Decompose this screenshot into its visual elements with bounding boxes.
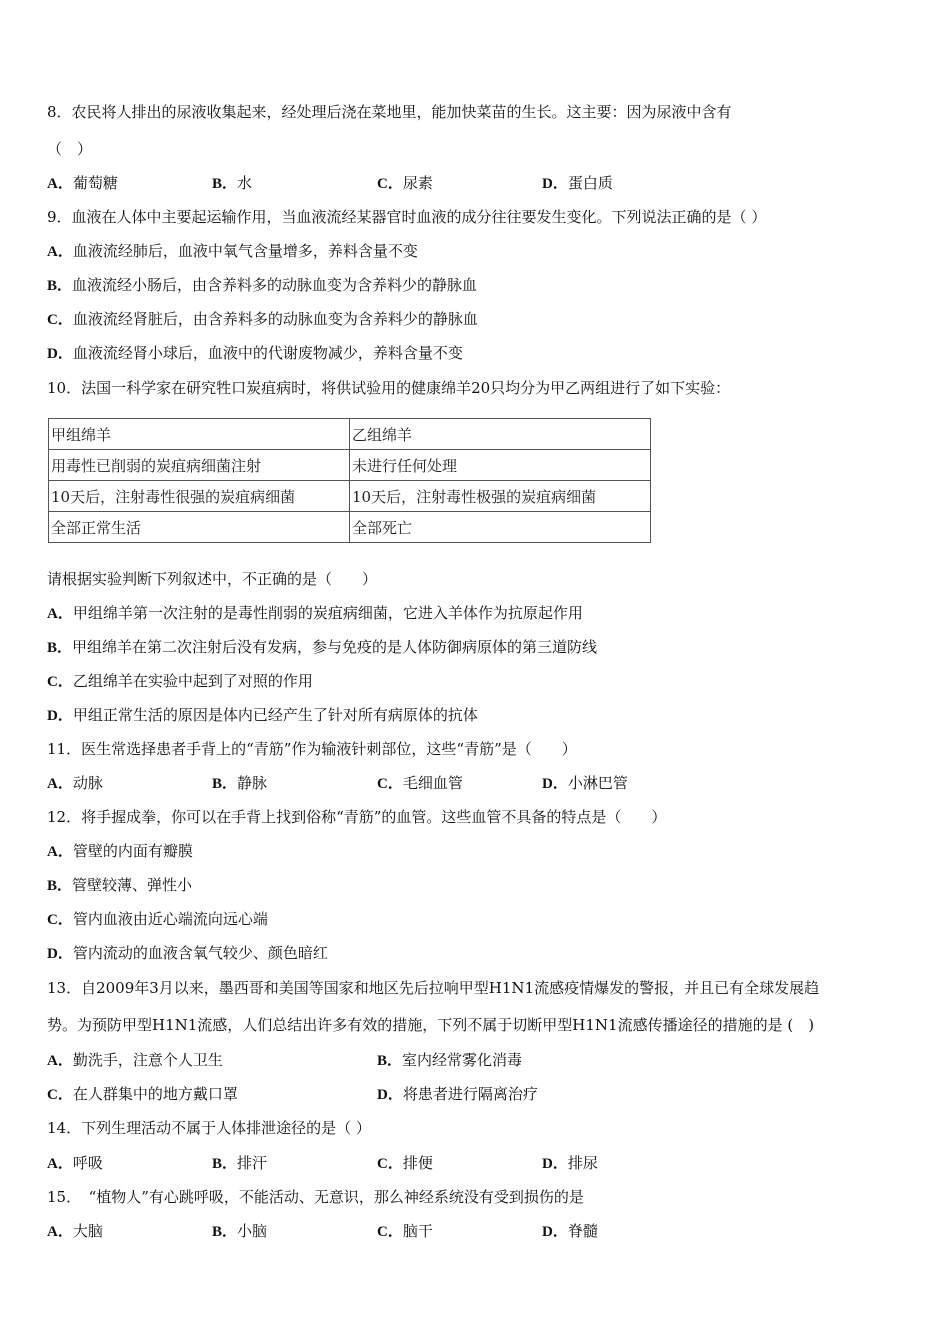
q9-option-a: A．血液流经肺后，血液中氧气含量增多，养料含量不变 <box>47 242 418 260</box>
q10-stem: 10．法国一科学家在研究牲口炭疽病时，将供试验用的健康绵羊20只均分为甲乙两组进行了如下实验： <box>47 379 731 397</box>
q8-option-b: B．水 <box>212 174 253 192</box>
table-cell: 甲组绵羊 <box>49 419 350 450</box>
q9-option-c: C．血液流经肾脏后，由含养料多的动脉血变为含养料少的静脉血 <box>47 310 478 328</box>
q15-option-b: B．小脑 <box>212 1222 268 1240</box>
q9-option-b: B．血液流经小肠后，由含养料多的动脉血变为含养料少的静脉血 <box>47 276 478 294</box>
q14-option-c: C．排便 <box>377 1154 433 1172</box>
table-cell: 10天后，注射毒性很强的炭疽病细菌 <box>49 481 350 512</box>
q14-option-a: A．呼吸 <box>47 1154 103 1172</box>
q13-stem-line1: 13．自2009年3月以来，墨西哥和美国等国家和地区先后拉响甲型H1N1流感疫情爆发的警报，并且已有全球发展趋 <box>47 979 820 997</box>
table-cell: 全部正常生活 <box>49 512 350 543</box>
q10-option-a: A．甲组绵羊第一次注射的是毒性削弱的炭疽病细菌，它进入羊体作为抗原起作用 <box>47 604 583 622</box>
q10-option-c: C．乙组绵羊在实验中起到了对照的作用 <box>47 672 313 690</box>
q11-option-a: A．动脉 <box>47 774 103 792</box>
q10-option-b: B．甲组绵羊在第二次注射后没有发病，参与免疫的是人体防御病原体的第三道防线 <box>47 638 598 656</box>
table-row <box>49 512 651 543</box>
table-row <box>49 481 651 512</box>
q13-option-a: A．勤洗手，注意个人卫生 <box>47 1051 223 1069</box>
q12-option-d: D．管内流动的血液含氧气较少、颜色暗红 <box>47 944 328 962</box>
table-cell: 用毒性已削弱的炭疽病细菌注射 <box>49 450 350 481</box>
q12-option-b: B．管壁较薄、弹性小 <box>47 876 193 894</box>
q15-option-a: A．大脑 <box>47 1222 103 1240</box>
q13-stem-line2: 势。为预防甲型H1N1流感，人们总结出许多有效的措施，下列不属于切断甲型H1N1流感传播途径的措施的是 ( ) <box>47 1016 815 1034</box>
q8-option-d: D．蛋白质 <box>542 174 613 192</box>
q8-stem: 8．农民将人排出的尿液收集起来，经处理后浇在菜地里，能加快菜苗的生长。这主要：因为尿液中含有 <box>47 103 732 121</box>
q15-option-d: D．脊髓 <box>542 1222 598 1240</box>
q11-stem: 11．医生常选择患者手背上的“青筋”作为输液针刺部位，这些“青筋”是（ ） <box>47 740 577 758</box>
q8-option-a: A．葡萄糖 <box>47 174 118 192</box>
q8-option-c: C．尿素 <box>377 174 433 192</box>
q12-option-c: C．管内血液由近心端流向远心端 <box>47 910 268 928</box>
table-row <box>49 450 651 481</box>
q14-stem: 14．下列生理活动不属于人体排泄途径的是（ ） <box>47 1119 371 1137</box>
table-cell: 未进行任何处理 <box>350 450 651 481</box>
q11-option-d: D．小淋巴管 <box>542 774 628 792</box>
q14-option-d: D．排尿 <box>542 1154 598 1172</box>
q9-option-d: D．血液流经肾小球后，血液中的代谢废物减少，养料含量不变 <box>47 344 463 362</box>
q10-stem2: 请根据实验判断下列叙述中，不正确的是（ ） <box>47 570 378 588</box>
q9-stem: 9．血液在人体中主要起运输作用，当血液流经某器官时血液的成分往往要发生变化。下列说法正确的是（ ） <box>47 208 767 226</box>
q15-option-c: C．脑干 <box>377 1222 433 1240</box>
q11-option-c: C．毛细血管 <box>377 774 463 792</box>
q14-option-b: B．排汗 <box>212 1154 268 1172</box>
table-row <box>49 419 651 450</box>
q12-option-a: A．管壁的内面有瓣膜 <box>47 842 193 860</box>
q13-option-c: C．在人群集中的地方戴口罩 <box>47 1085 238 1103</box>
table-cell: 10天后，注射毒性极强的炭疽病细菌 <box>350 481 651 512</box>
q12-stem: 12．将手握成拳，你可以在手背上找到俗称“青筋”的血管。这些血管不具备的特点是（ ） <box>47 808 667 826</box>
q10-option-d: D．甲组正常生活的原因是体内已经产生了针对所有病原体的抗体 <box>47 706 478 724</box>
q8-paren: （ ） <box>47 140 93 158</box>
q13-option-b: B．室内经常雾化消毒 <box>377 1051 523 1069</box>
q11-option-b: B．静脉 <box>212 774 268 792</box>
table-cell: 全部死亡 <box>350 512 651 543</box>
q13-option-d: D．将患者进行隔离治疗 <box>377 1085 538 1103</box>
q15-stem: 15． “植物人”有心跳呼吸，不能活动、无意识，那么神经系统没有受到损伤的是 <box>47 1188 584 1206</box>
experiment-table <box>48 418 651 543</box>
table-cell: 乙组绵羊 <box>350 419 651 450</box>
